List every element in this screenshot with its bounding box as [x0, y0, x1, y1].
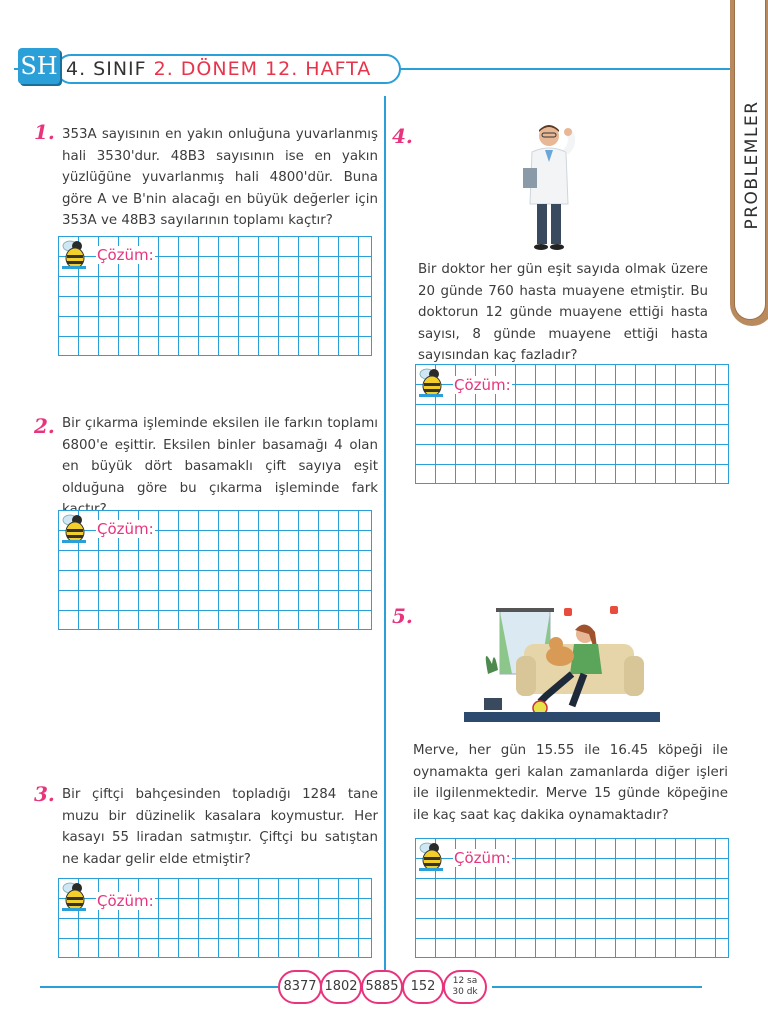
solution-label-3: Çözüm:	[97, 892, 154, 910]
bee-icon	[60, 238, 90, 270]
solution-label-4: Çözüm:	[454, 376, 511, 394]
question-2-number: 2.	[34, 414, 55, 438]
bee-icon	[417, 840, 447, 872]
solution-grid-3[interactable]	[58, 878, 372, 958]
question-1-text: 353A sayısının en yakın onluğuna yuvarlanmış hali 3530'dur. 48B3 sayısının ise en yakın yüzlüğüne yuvarlanmış hali 4800'dür. Buna göre A ve B'nin alacağı en büyük değerler için 353A ve 48B3 sayılarının toplamı kaçtır?	[62, 127, 378, 228]
question-5-text: Merve, her gün 15.55 ile 16.45 köpeği ile oynamakta geri kalan zamanlarda diğer işleri ile ilgilenmektedir. Merve 15 günde köpeğine ile kaç saat kaç dakika oynamaktadır?	[413, 743, 728, 823]
question-3-text: Bir çiftçi bahçesinden topladığı 1284 tane muzu bir düzinelik kasalara koymustur. Her kasayı 55 liradan satmıştır. Çiftçi bu satıştan ne kadar gelir elde etmiştir?	[62, 787, 378, 867]
logo: SH	[18, 48, 60, 84]
question-5-number: 5.	[392, 604, 413, 628]
footer-line-right	[492, 986, 702, 988]
answer-bubble-2: 1802	[320, 970, 362, 1004]
solution-label-5: Çözüm:	[454, 849, 511, 867]
title-grade: 4. SINIF	[66, 58, 154, 80]
title-week: 2. DÖNEM 12. HAFTA	[153, 58, 372, 80]
solution-label-1: Çözüm:	[97, 246, 154, 264]
footer-line-left	[40, 986, 278, 988]
answer-bubble-1: 8377	[278, 970, 322, 1004]
doctor-illustration	[518, 122, 580, 252]
page-title	[66, 58, 371, 80]
answer-time-hours: 12 sa	[452, 976, 478, 986]
solution-label-2: Çözüm:	[97, 520, 154, 538]
question-4-number: 4.	[392, 124, 413, 148]
question-1-number: 1.	[34, 120, 55, 144]
bee-icon	[60, 512, 90, 544]
answer-bubble-4: 152	[402, 970, 444, 1004]
answer-bubble-3: 5885	[361, 970, 403, 1004]
bee-icon	[60, 880, 90, 912]
question-2-text: Bir çıkarma işleminde eksilen ile farkın toplamı 6800'e eşittir. Eksilen binler basamağı 4 olan en büyük dört basamaklı çift sayıya eşit olduğuna göre bu çıkarma işleminde fark	[62, 416, 378, 496]
answer-time-minutes: 30 dk	[452, 987, 478, 997]
question-3-number: 3.	[34, 782, 55, 806]
title-pill	[56, 54, 401, 84]
question-4-text: Bir doktor her gün eşit sayıda olmak üzere 20 günde 760 hasta muayene etmiştir. Bu doktorun 12 günde muayene ettiği hasta sayısı, 8 günde muayene ettiği hasta sayısından kaç fazladır?	[418, 262, 708, 363]
section-label: PROBLEMLER	[742, 100, 762, 230]
answer-bubble-5	[443, 970, 487, 1004]
column-divider	[384, 96, 386, 972]
girl-with-dog-illustration	[464, 604, 660, 722]
bee-icon	[417, 366, 447, 398]
